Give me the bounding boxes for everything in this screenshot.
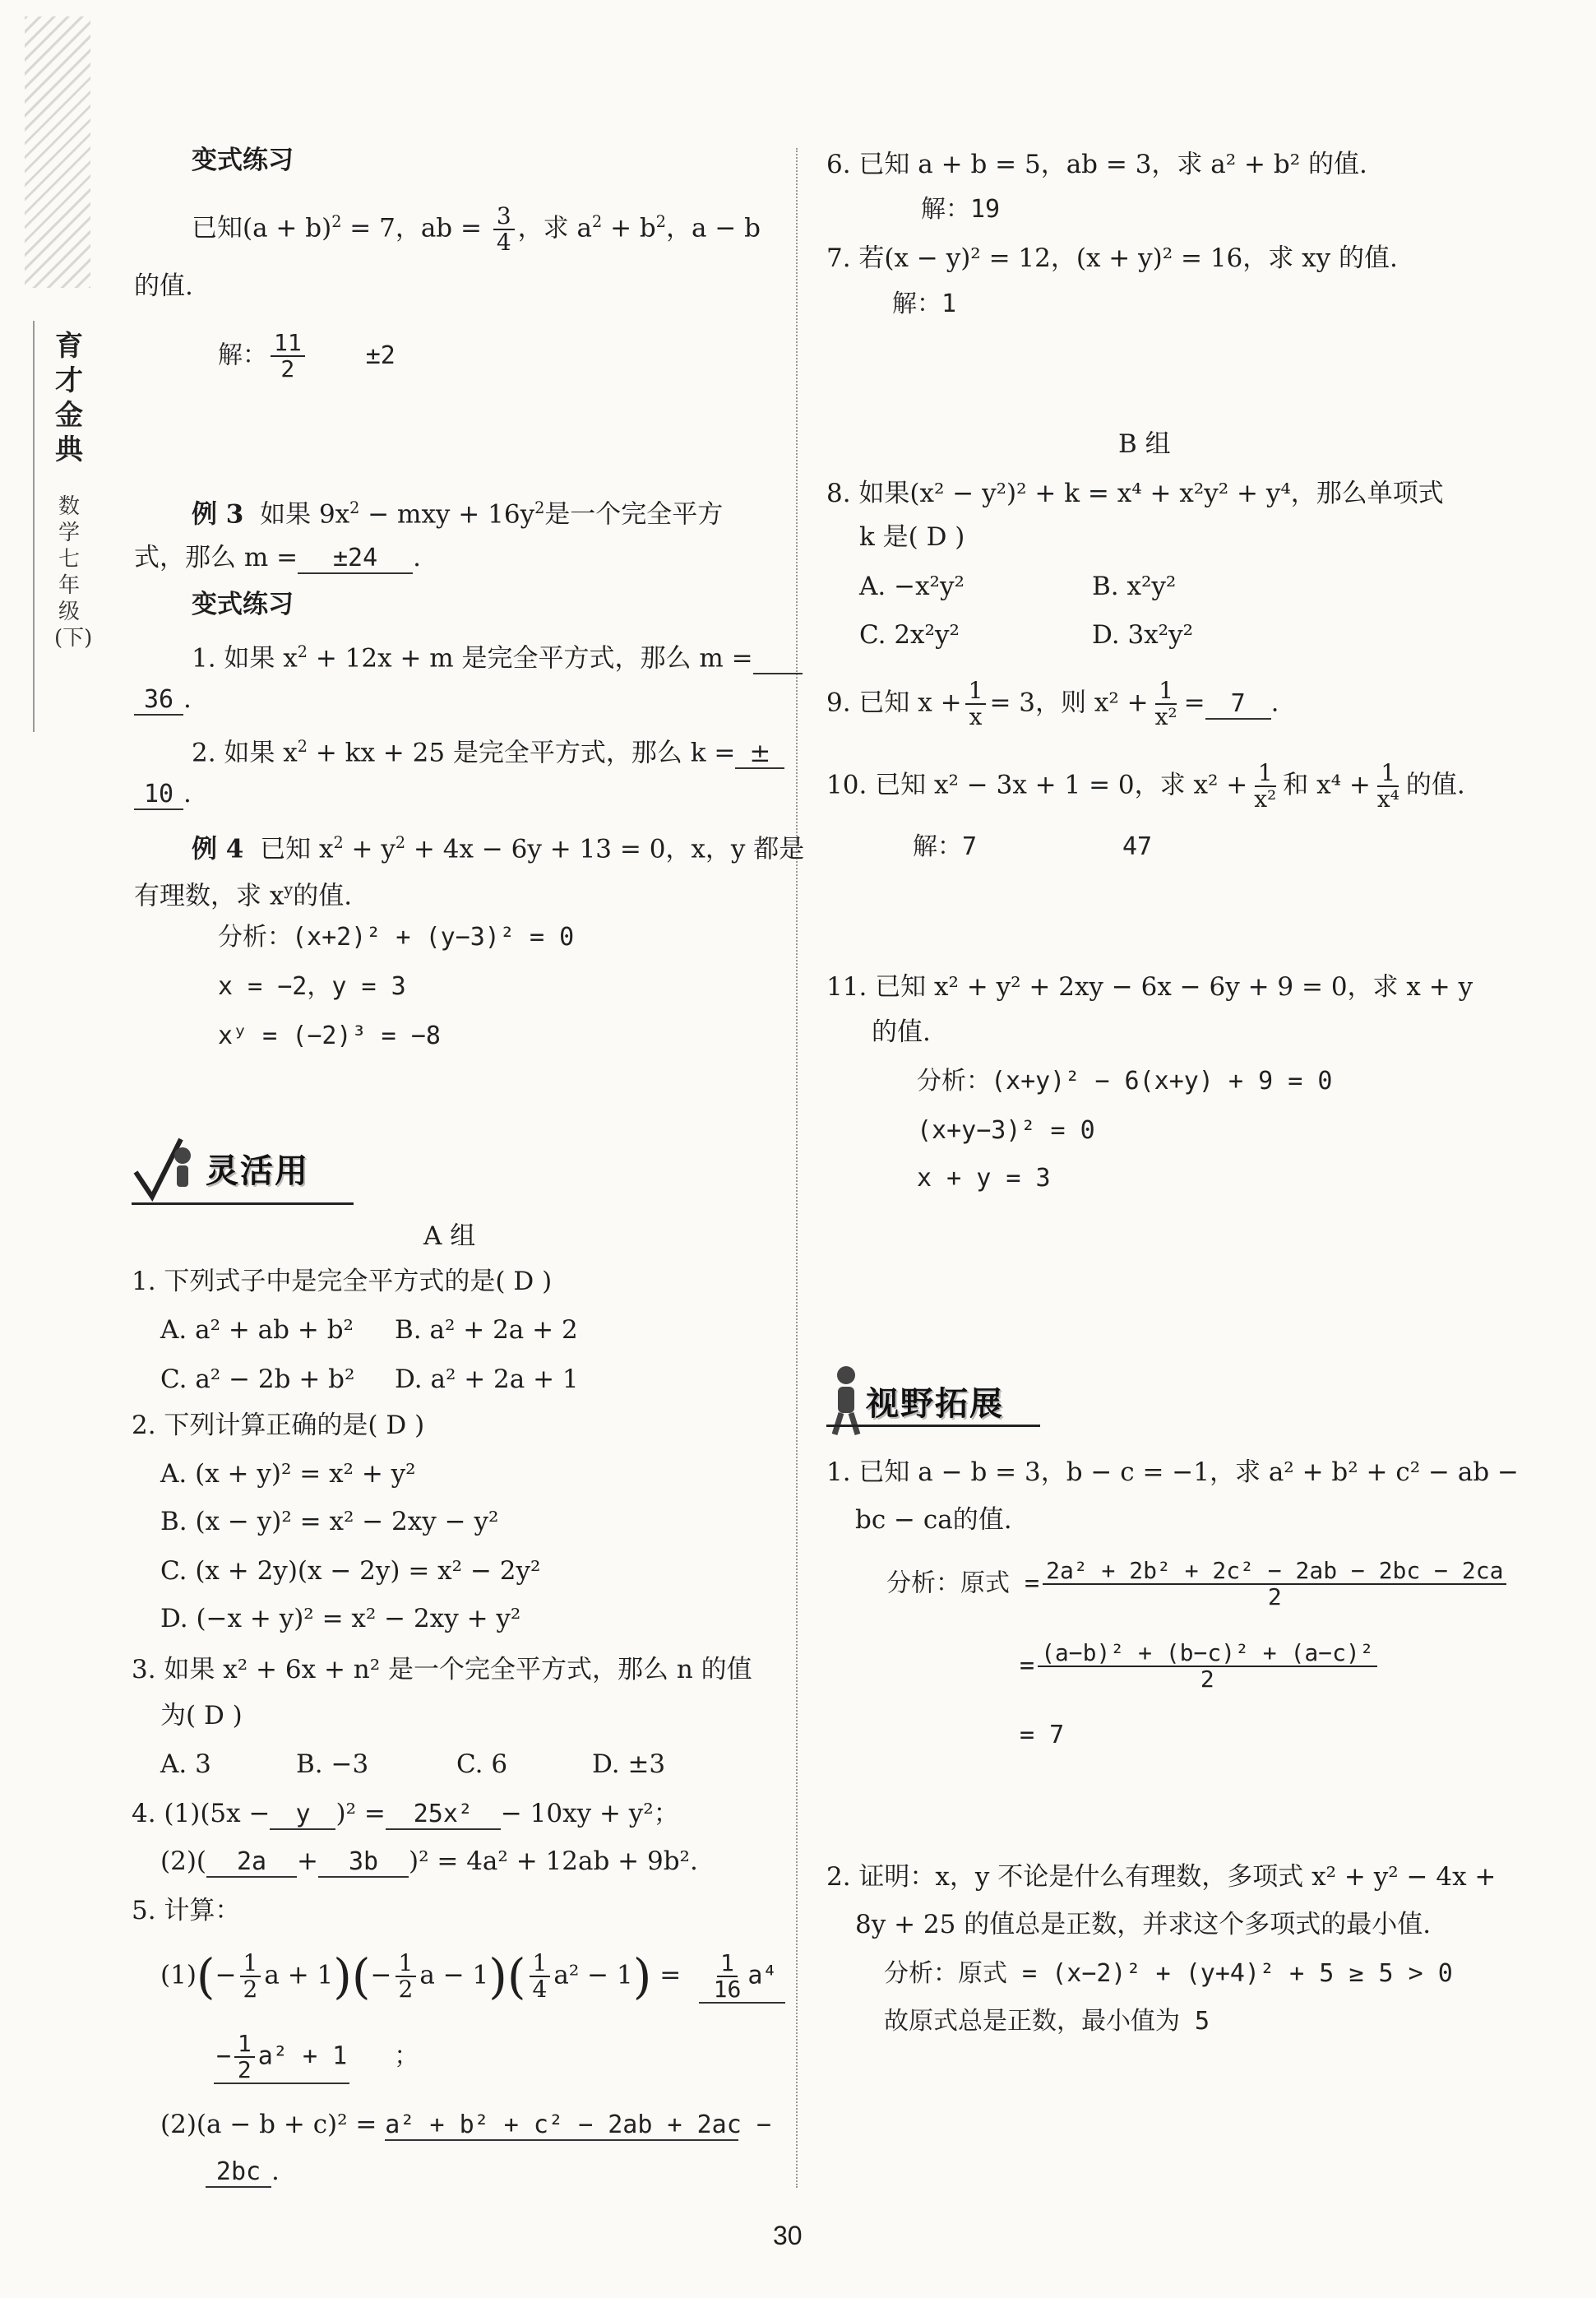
variant1-prompt: 已知$(a + b)^2 = 7$，ab = $\frac{3}{4}$ ，求 $a^2 + b^2$，a − b [192,202,761,256]
q6-stem: 6. 已知 a + b = 5，ab = 3，求 a² + b² 的值. [826,150,1367,179]
q8-stem-line2: k 是( D ) [859,522,965,552]
q2-option-d: D. (−x + y)² = x² − 2xy + y² [160,1604,521,1633]
q2-option-b: B. (x − y)² = x² − 2xy − y² [160,1507,499,1536]
ext1-work-3: = 7 [1020,1721,1065,1749]
checkmark-figure-icon [132,1131,206,1205]
example-4: 例 4 已知 $x^2 + y^2 + 4x - 6y + 13 = 0$，x，y 都是 [192,833,805,864]
example-4-work-2: x = −2，y = 3 [218,972,406,1001]
q7-stem: 7. 若(x − y)² = 12，(x + y)² = 16，求 xy 的值. [826,243,1398,273]
variant2-q1-answer: 36 [134,686,183,716]
example-3-answer: ±24 [298,544,413,574]
q1-option-b: B. a² + 2a + 2 [395,1315,578,1345]
q4-blank-1: y [270,1800,335,1830]
q6-answer: 解：19 [921,195,1001,224]
q8-option-c: C. 2x²y² [859,620,960,650]
q3-option-c: C. 6 [456,1749,508,1779]
variant2-q2: 2. 如果 $x^2$ + kx + 25 是完全平方式，那么 k = ± [192,730,784,770]
q4-part2: (2)( 2a + 3b )² = 4a² + 12ab + 9b². [160,1846,698,1876]
q5-answer-2: a² + b² + c² − 2ab + 2ac − [385,2110,771,2139]
variant2-q2-answer: 10 [134,781,183,810]
q10-answer-2: 47 [1122,832,1153,861]
section-title-vision: 视野拓展 [866,1384,1004,1423]
example-4-line2: 有理数，求 $x^y$的值. [134,880,353,911]
group-b-title: B 组 [1118,429,1171,459]
q5-part1-answer-line2: − $\frac{1}{2}$ a² + 1 ； [214,2032,419,2084]
page-number: 30 [773,2221,803,2250]
variant-heading-2: 变式练习 [192,590,294,619]
group-a-title: A 组 [423,1221,476,1251]
variant1-answer: 解： $\frac{11}{2}$ ±2 [218,329,396,382]
q2-option-a: A. (x + y)² = x² + y² [160,1459,416,1489]
q8-stem: 8. 如果(x² − y²)² + k = x⁴ + x²y² + y⁴，那么单项式 [826,479,1444,508]
example-4-work-3: xʸ = (−2)³ = −8 [218,1022,441,1050]
q1-option-c: C. a² − 2b + b² [160,1364,355,1394]
q4-blank-4: 3b [318,1848,409,1878]
ext2-work-2: 故原式总是正数，最小值为 5 [884,2007,1210,2036]
q10-answer-1: 解：7 [913,832,978,861]
q5-part1: (1)(− $\frac{1}{2}$ a + 1)(− $\frac{1}{2}$ a − 1)( $\frac{1}{4}$ a² − 1) = $\frac{1}{16}$ a⁴ [160,1951,785,2004]
q4-blank-3: 2a [206,1848,297,1878]
variant1-prompt-end: 的值. [134,271,193,301]
q1-option-a: A. a² + ab + b² [160,1315,354,1345]
variant-heading-1: 变式练习 [192,146,294,175]
ext1-stem-line2: bc − ca的值. [855,1505,1012,1535]
q11-work-3: x + y = 3 [917,1164,1051,1193]
q1-stem: 1. 下列式子中是完全平方式的是( D ) [132,1267,553,1296]
section-badge-flexible-use [132,1131,309,1205]
section-title-flexible-use: 灵活用 [206,1151,309,1190]
q8-option-a: A. −x²y² [859,572,965,601]
q7-answer: 解：1 [892,290,957,318]
q3-option-b: B. −3 [296,1749,369,1779]
q4-blank-2: 25x² [386,1800,501,1830]
q3-option-a: A. 3 [160,1749,211,1779]
example-4-work-1: 分析：(x+2)² + (y−3)² = 0 [218,923,575,952]
example-3: 例 3 如果 $9x^2$ − mxy + $16y^2$是一个完全平方 [192,498,724,530]
q5-answer-2b: 2bc [206,2158,271,2188]
ext2-stem-line2: 8y + 25 的值总是正数，并求这个多项式的最小值. [855,1910,1432,1939]
q3-stem-line2: 为( D ) [160,1701,243,1730]
variant2-q1-line2: 36 . [134,683,192,716]
ext1-work-2: = $\frac{\text{(a−b)² + (b−c)² + (a−c)²}}{2}$ [1020,1641,1381,1692]
q1-option-d: D. a² + 2a + 1 [395,1364,579,1394]
q3-stem: 3. 如果 x² + 6x + n² 是一个完全平方式，那么 n 的值 [132,1655,752,1684]
q5-part2: (2)(a − b + c)² = a² + b² + c² − 2ab + 2ac − [160,2110,771,2139]
q11-work-1: 分析：(x+y)² − 6(x+y) + 9 = 0 [917,1067,1333,1096]
variant2-q2-line2: 10 . [134,777,192,810]
badge-underline-1 [132,1202,354,1205]
q9-answer: 7 [1205,690,1271,720]
q11-stem: 11. 已知 x² + y² + 2xy − 6x − 6y + 9 = 0，求 x + y [826,972,1473,1002]
sidebar-series-title: 育才金典 [55,330,83,466]
q9: 9. 已知 x + $\frac{1}{x}$ = 3，则 x² + $\frac{1}{\text{x²}}$ = 7 . [826,677,1279,730]
q3-option-d: D. ±3 [592,1749,666,1779]
ext2-stem: 2. 证明：x，y 不论是什么有理数，多项式 x² + y² − 4x + [826,1862,1497,1892]
q8-option-d: D. 3x²y² [1092,620,1194,650]
corner-hatch-decoration [25,16,90,288]
sidebar-subject-grade: 数学 七年级(下) [54,494,93,651]
q5-stem: 5. 计算： [132,1896,241,1925]
ext1-stem: 1. 已知 a − b = 3，b − c = −1，求 a² + b² + c² − ab − [826,1457,1519,1487]
ext2-work-1: 分析：原式 = (x−2)² + (y+4)² + 5 ≥ 5 > 0 [884,1959,1453,1988]
q8-option-b: B. x²y² [1092,572,1177,601]
ext1-work-1: 分析：原式 = $\frac{\text{2a² + 2b² + 2c² − 2ab − 2bc − 2ca}}{2}$ [886,1559,1510,1610]
variant2-q1: 1. 如果 $x^2 + 12x + m$ 是完全平方式，那么 m = [192,636,803,675]
q11-stem-line2: 的值. [872,1017,931,1047]
q10: 10. 已知 x² − 3x + 1 = 0，求 x² + $\frac{1}{\text{x²}}$ 和 x⁴ + $\frac{1}{\text{x⁴}}$ 的值. [826,759,1465,813]
q4-part1: 4. (1)(5x − y )² = 25x² − 10xy + y²； [132,1799,679,1828]
q5-answer-1a: $\frac{1}{16}$ a⁴ [699,1951,785,2004]
sidebar-rule [33,321,35,732]
q2-option-c: C. (x + 2y)(x − 2y) = x² − 2y² [160,1556,541,1586]
q11-work-2: (x+y−3)² = 0 [917,1116,1095,1145]
q2-stem: 2. 下列计算正确的是( D ) [132,1411,425,1440]
q5-part2-line2: 2bc . [206,2155,280,2188]
example-3-line2: 式，那么 m = ±24 . [134,543,421,572]
badge-underline-2 [826,1425,1040,1427]
column-divider [796,148,798,2188]
